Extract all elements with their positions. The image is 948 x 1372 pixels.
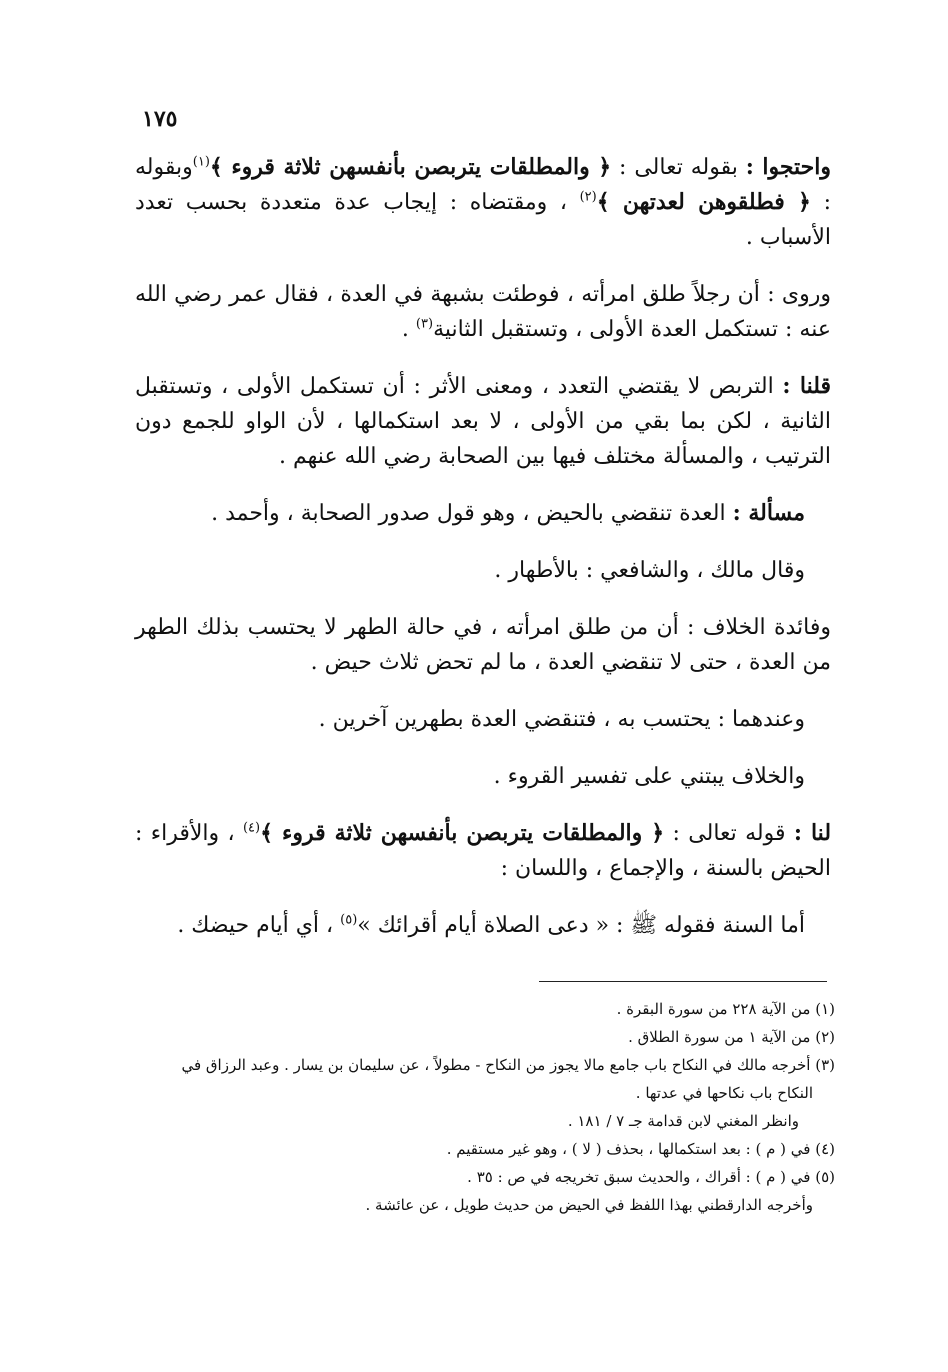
footnote-3: (٣) أخرجه مالك في النكاح باب جامع مالا يجوز من النكاح - مطولاً ، عن سليمان بن يسار . وعبد الرزاق في [181,1056,835,1074]
paragraph-2 [135,277,831,347]
paragraph-6: وفائدة الخلاف : أن من طلق امرأته ، في حالة الطهر لا يحتسب بذلك الطهر من العدة ، حتى لا تنقضي العدة ، ما لم تحض ثلاث حيض . [135,615,831,675]
paragraph-lead: لنا : [793,820,832,846]
paragraph-text: . [401,317,416,342]
quran-quote: ﴿ فطلقوهن لعدتهن ﴾ [596,189,811,215]
footnote-1: (١) من الآية ٢٢٨ من سورة البقرة . [616,1000,835,1018]
footnote-ref-5: (٥) [340,912,358,928]
footnote-3-see-also: وانظر المغني لابن قدامة جـ ٧ / ١٨١ . [567,1112,799,1130]
paragraph-3 [135,369,831,474]
paragraph-5: وقال مالك ، والشافعي : بالأطهار . [494,558,805,583]
footnote-ref-4: (٤) [242,820,261,836]
footnote-5-continued: وأخرجه الدارقطني بهذا اللفظ في الحيض من حديث طويل ، عن عائشة . [365,1196,813,1214]
footnote-divider [539,981,827,982]
footnote-5: (٥) في ( م ) : أقراك ، والحديث سبق تخريجه في ص : ٣٥ . [467,1168,835,1186]
footnote-3-continued: النكاح باب نكاحها في عدتها . [635,1084,813,1102]
paragraph-text: بقوله تعالى : [611,155,746,180]
paragraph-text: أما السنة فقوله ﷺ : « دعى الصلاة أيام أقرائك » [357,913,805,938]
footnote-4: (٤) في ( م ) : بعد استكمالها ، بحذف ( لا ) ، وهو غير مستقيم . [446,1140,835,1158]
paragraph-lead: مسألة : [732,500,805,526]
main-text [135,150,831,965]
footnotes [135,995,835,1219]
footnote-ref-2: (٢) [579,189,597,205]
paragraph-4 [135,496,831,531]
paragraph-text: العدة تنقضي بالحيض ، وهو قول صدور الصحابة ، وأحمد . [211,501,733,526]
footnote-ref-3: (٣) [415,316,434,332]
paragraph-1 [135,150,831,255]
paragraph-text: وبقوله : [135,155,831,215]
footnote-2: (٢) من الآية ١ من سورة الطلاق . [628,1028,835,1046]
paragraph-text: ، والأقراء : الحيض بالسنة ، والإجماع ، واللسان : [135,821,831,881]
paragraph-9 [135,816,831,886]
paragraph-text: التربص لا يقتضي التعدد ، ومعنى الأثر : أن تستكمل الأولى ، وتستقبل الثانية ، لكن بما بقي من الأولى ، لا بعد استكمالها ، لأن الواو للجمع دون الترتيب ، والمسألة مختلف فيها بين الصحابة رضي الله عنهم . [135,374,831,469]
paragraph-text: ، أي أيام حيضك . [177,913,341,938]
paragraph-text: ، ومقتضاه : إيجاب عدة متعددة بحسب تعدد الأسباب . [135,190,831,250]
quran-quote: ﴿ والمطلقات يتربصن بأنفسهن ثلاثة قروء ﴾ [209,154,612,180]
paragraph-lead: واحتجوا : [745,154,832,180]
paragraph-10 [135,908,831,943]
footnote-ref-1: (١) [192,154,210,170]
page-number: ١٧٥ [142,106,178,132]
paragraph-text: وروى : أن رجلاً طلق امرأته ، فوطئت بشبهة في العدة ، فقال عمر رضي الله عنه : تستكمل العدة الأولى ، وتستقبل الثانية [135,282,831,342]
paragraph-8: والخلاف يبتني على تفسير القروء . [493,764,805,789]
quran-quote: ﴿ والمطلقات يتربصن بأنفسهن ثلاثة قروء ﴾ [260,820,665,846]
paragraph-text: قوله تعالى : [664,821,794,846]
paragraph-7: وعندهما : يحتسب به ، فتنقضي العدة بطهرين آخرين . [318,707,805,732]
paragraph-lead: قلنا : [782,373,832,399]
